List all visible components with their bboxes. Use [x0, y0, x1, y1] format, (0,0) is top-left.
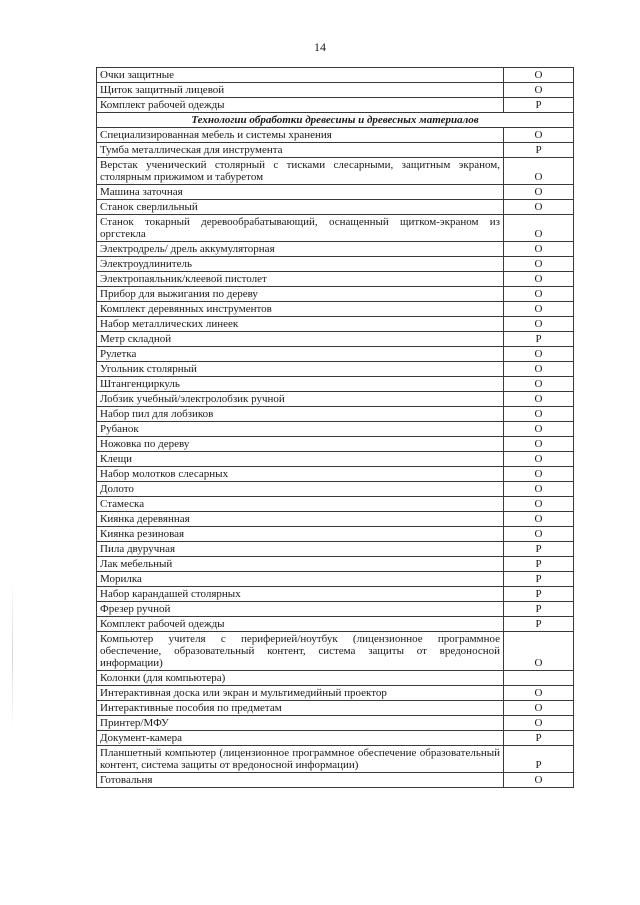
equipment-name: Готовальня	[97, 773, 504, 788]
equipment-name: Киянка резиновая	[97, 527, 504, 542]
equipment-mark: О	[504, 317, 574, 332]
equipment-mark: О	[504, 392, 574, 407]
equipment-mark: Р	[504, 542, 574, 557]
table-row	[97, 437, 574, 452]
equipment-mark: О	[504, 686, 574, 701]
equipment-name: Ножовка по дереву	[97, 437, 504, 452]
section-title: Технологии обработки древесины и древесных материалов	[97, 113, 574, 128]
table-row	[97, 731, 574, 746]
equipment-mark: О	[504, 377, 574, 392]
equipment-mark: О	[504, 482, 574, 497]
equipment-mark: Р	[504, 617, 574, 632]
equipment-name: Набор молотков слесарных	[97, 467, 504, 482]
equipment-mark: О	[504, 68, 574, 83]
equipment-name: Стамеска	[97, 497, 504, 512]
equipment-name: Набор пил для лобзиков	[97, 407, 504, 422]
equipment-name: Электропаяльник/клеевой пистолет	[97, 272, 504, 287]
equipment-name: Набор карандашей столярных	[97, 587, 504, 602]
table-row	[97, 407, 574, 422]
table-row	[97, 215, 574, 242]
equipment-mark: О	[504, 632, 574, 671]
table-row	[97, 98, 574, 113]
equipment-mark: О	[504, 200, 574, 215]
equipment-mark: О	[504, 215, 574, 242]
equipment-mark: Р	[504, 143, 574, 158]
table-row	[97, 716, 574, 731]
equipment-name: Интерактивные пособия по предметам	[97, 701, 504, 716]
equipment-mark: О	[504, 422, 574, 437]
equipment-mark	[504, 671, 574, 686]
equipment-name: Рулетка	[97, 347, 504, 362]
equipment-name: Лобзик учебный/электролобзик ручной	[97, 392, 504, 407]
equipment-name: Прибор для выжигания по дереву	[97, 287, 504, 302]
table-row	[97, 392, 574, 407]
equipment-name: Очки защитные	[97, 68, 504, 83]
equipment-name: Фрезер ручной	[97, 602, 504, 617]
table-row	[97, 617, 574, 632]
table-row	[97, 317, 574, 332]
table-row	[97, 773, 574, 788]
equipment-mark: О	[504, 512, 574, 527]
equipment-name: Штангенциркуль	[97, 377, 504, 392]
table-row	[97, 143, 574, 158]
equipment-mark: Р	[504, 572, 574, 587]
equipment-name: Комплект деревянных инструментов	[97, 302, 504, 317]
equipment-name: Станок токарный деревообрабатывающий, оснащенный щитком-экраном из оргстекла	[97, 215, 504, 242]
equipment-mark: О	[504, 716, 574, 731]
equipment-mark: О	[504, 185, 574, 200]
equipment-name: Станок сверлильный	[97, 200, 504, 215]
equipment-name: Интерактивная доска или экран и мультимедийный проектор	[97, 686, 504, 701]
equipment-mark: О	[504, 701, 574, 716]
table-row	[97, 512, 574, 527]
section-header-row	[97, 113, 574, 128]
table-row	[97, 422, 574, 437]
table-row	[97, 377, 574, 392]
table-row	[97, 452, 574, 467]
equipment-name: Машина заточная	[97, 185, 504, 200]
equipment-name: Комплект рабочей одежды	[97, 617, 504, 632]
equipment-mark: Р	[504, 746, 574, 773]
equipment-mark: О	[504, 362, 574, 377]
table-row	[97, 185, 574, 200]
table-row	[97, 686, 574, 701]
equipment-mark: О	[504, 128, 574, 143]
equipment-mark: Р	[504, 332, 574, 347]
equipment-mark: О	[504, 467, 574, 482]
equipment-mark: Р	[504, 98, 574, 113]
table-row	[97, 632, 574, 671]
table-row	[97, 272, 574, 287]
equipment-mark: О	[504, 242, 574, 257]
table-row	[97, 362, 574, 377]
table-row	[97, 671, 574, 686]
table-row	[97, 701, 574, 716]
equipment-name: Электроудлинитель	[97, 257, 504, 272]
table-row	[97, 482, 574, 497]
table-row	[97, 242, 574, 257]
equipment-mark: О	[504, 257, 574, 272]
table-row	[97, 200, 574, 215]
equipment-mark: О	[504, 497, 574, 512]
equipment-mark: О	[504, 272, 574, 287]
equipment-mark: О	[504, 347, 574, 362]
equipment-name: Специализированная мебель и системы хранения	[97, 128, 504, 143]
equipment-name: Лак мебельный	[97, 557, 504, 572]
table-row	[97, 746, 574, 773]
equipment-name: Рубанок	[97, 422, 504, 437]
table-row	[97, 602, 574, 617]
equipment-mark: Р	[504, 587, 574, 602]
scan-edge-shadow	[12, 580, 13, 730]
equipment-name: Щиток защитный лицевой	[97, 83, 504, 98]
equipment-mark: О	[504, 407, 574, 422]
table-row	[97, 557, 574, 572]
table-row	[97, 158, 574, 185]
equipment-mark: Р	[504, 602, 574, 617]
equipment-name: Угольник столярный	[97, 362, 504, 377]
equipment-mark: Р	[504, 731, 574, 746]
equipment-mark: Р	[504, 557, 574, 572]
equipment-mark: О	[504, 527, 574, 542]
table-row	[97, 83, 574, 98]
equipment-name: Метр складной	[97, 332, 504, 347]
table-row	[97, 257, 574, 272]
equipment-table	[96, 67, 574, 788]
equipment-name: Киянка деревянная	[97, 512, 504, 527]
equipment-name: Планшетный компьютер (лицензионное программное обеспечение образовательный контент, система защиты от вредоносной информации)	[97, 746, 504, 773]
equipment-name: Морилка	[97, 572, 504, 587]
equipment-mark: О	[504, 83, 574, 98]
equipment-name: Компьютер учителя с периферией/ноутбук (лицензионное программное обеспечение, образовательный контент, система защиты от вредоносной информации)	[97, 632, 504, 671]
table-row	[97, 302, 574, 317]
table-row	[97, 287, 574, 302]
table-row	[97, 347, 574, 362]
equipment-name: Пила двуручная	[97, 542, 504, 557]
equipment-mark: О	[504, 158, 574, 185]
equipment-mark: О	[504, 452, 574, 467]
equipment-name: Принтер/МФУ	[97, 716, 504, 731]
table-row	[97, 587, 574, 602]
equipment-name: Клещи	[97, 452, 504, 467]
equipment-name: Долото	[97, 482, 504, 497]
table-row	[97, 497, 574, 512]
equipment-mark: О	[504, 287, 574, 302]
table-row	[97, 128, 574, 143]
equipment-mark: О	[504, 773, 574, 788]
equipment-name: Набор металлических линеек	[97, 317, 504, 332]
equipment-name: Тумба металлическая для инструмента	[97, 143, 504, 158]
table-row	[97, 332, 574, 347]
table-row	[97, 68, 574, 83]
equipment-name: Электродрель/ дрель аккумуляторная	[97, 242, 504, 257]
table-row	[97, 467, 574, 482]
equipment-table-body	[97, 68, 574, 788]
equipment-name: Документ-камера	[97, 731, 504, 746]
equipment-mark: О	[504, 437, 574, 452]
table-row	[97, 572, 574, 587]
equipment-name: Верстак ученический столярный с тисками слесарными, защитным экраном, столярным прижимом и табуретом	[97, 158, 504, 185]
table-row	[97, 527, 574, 542]
equipment-name: Комплект рабочей одежды	[97, 98, 504, 113]
equipment-name: Колонки (для компьютера)	[97, 671, 504, 686]
page-number: 14	[314, 40, 326, 54]
table-row	[97, 542, 574, 557]
equipment-mark: О	[504, 302, 574, 317]
